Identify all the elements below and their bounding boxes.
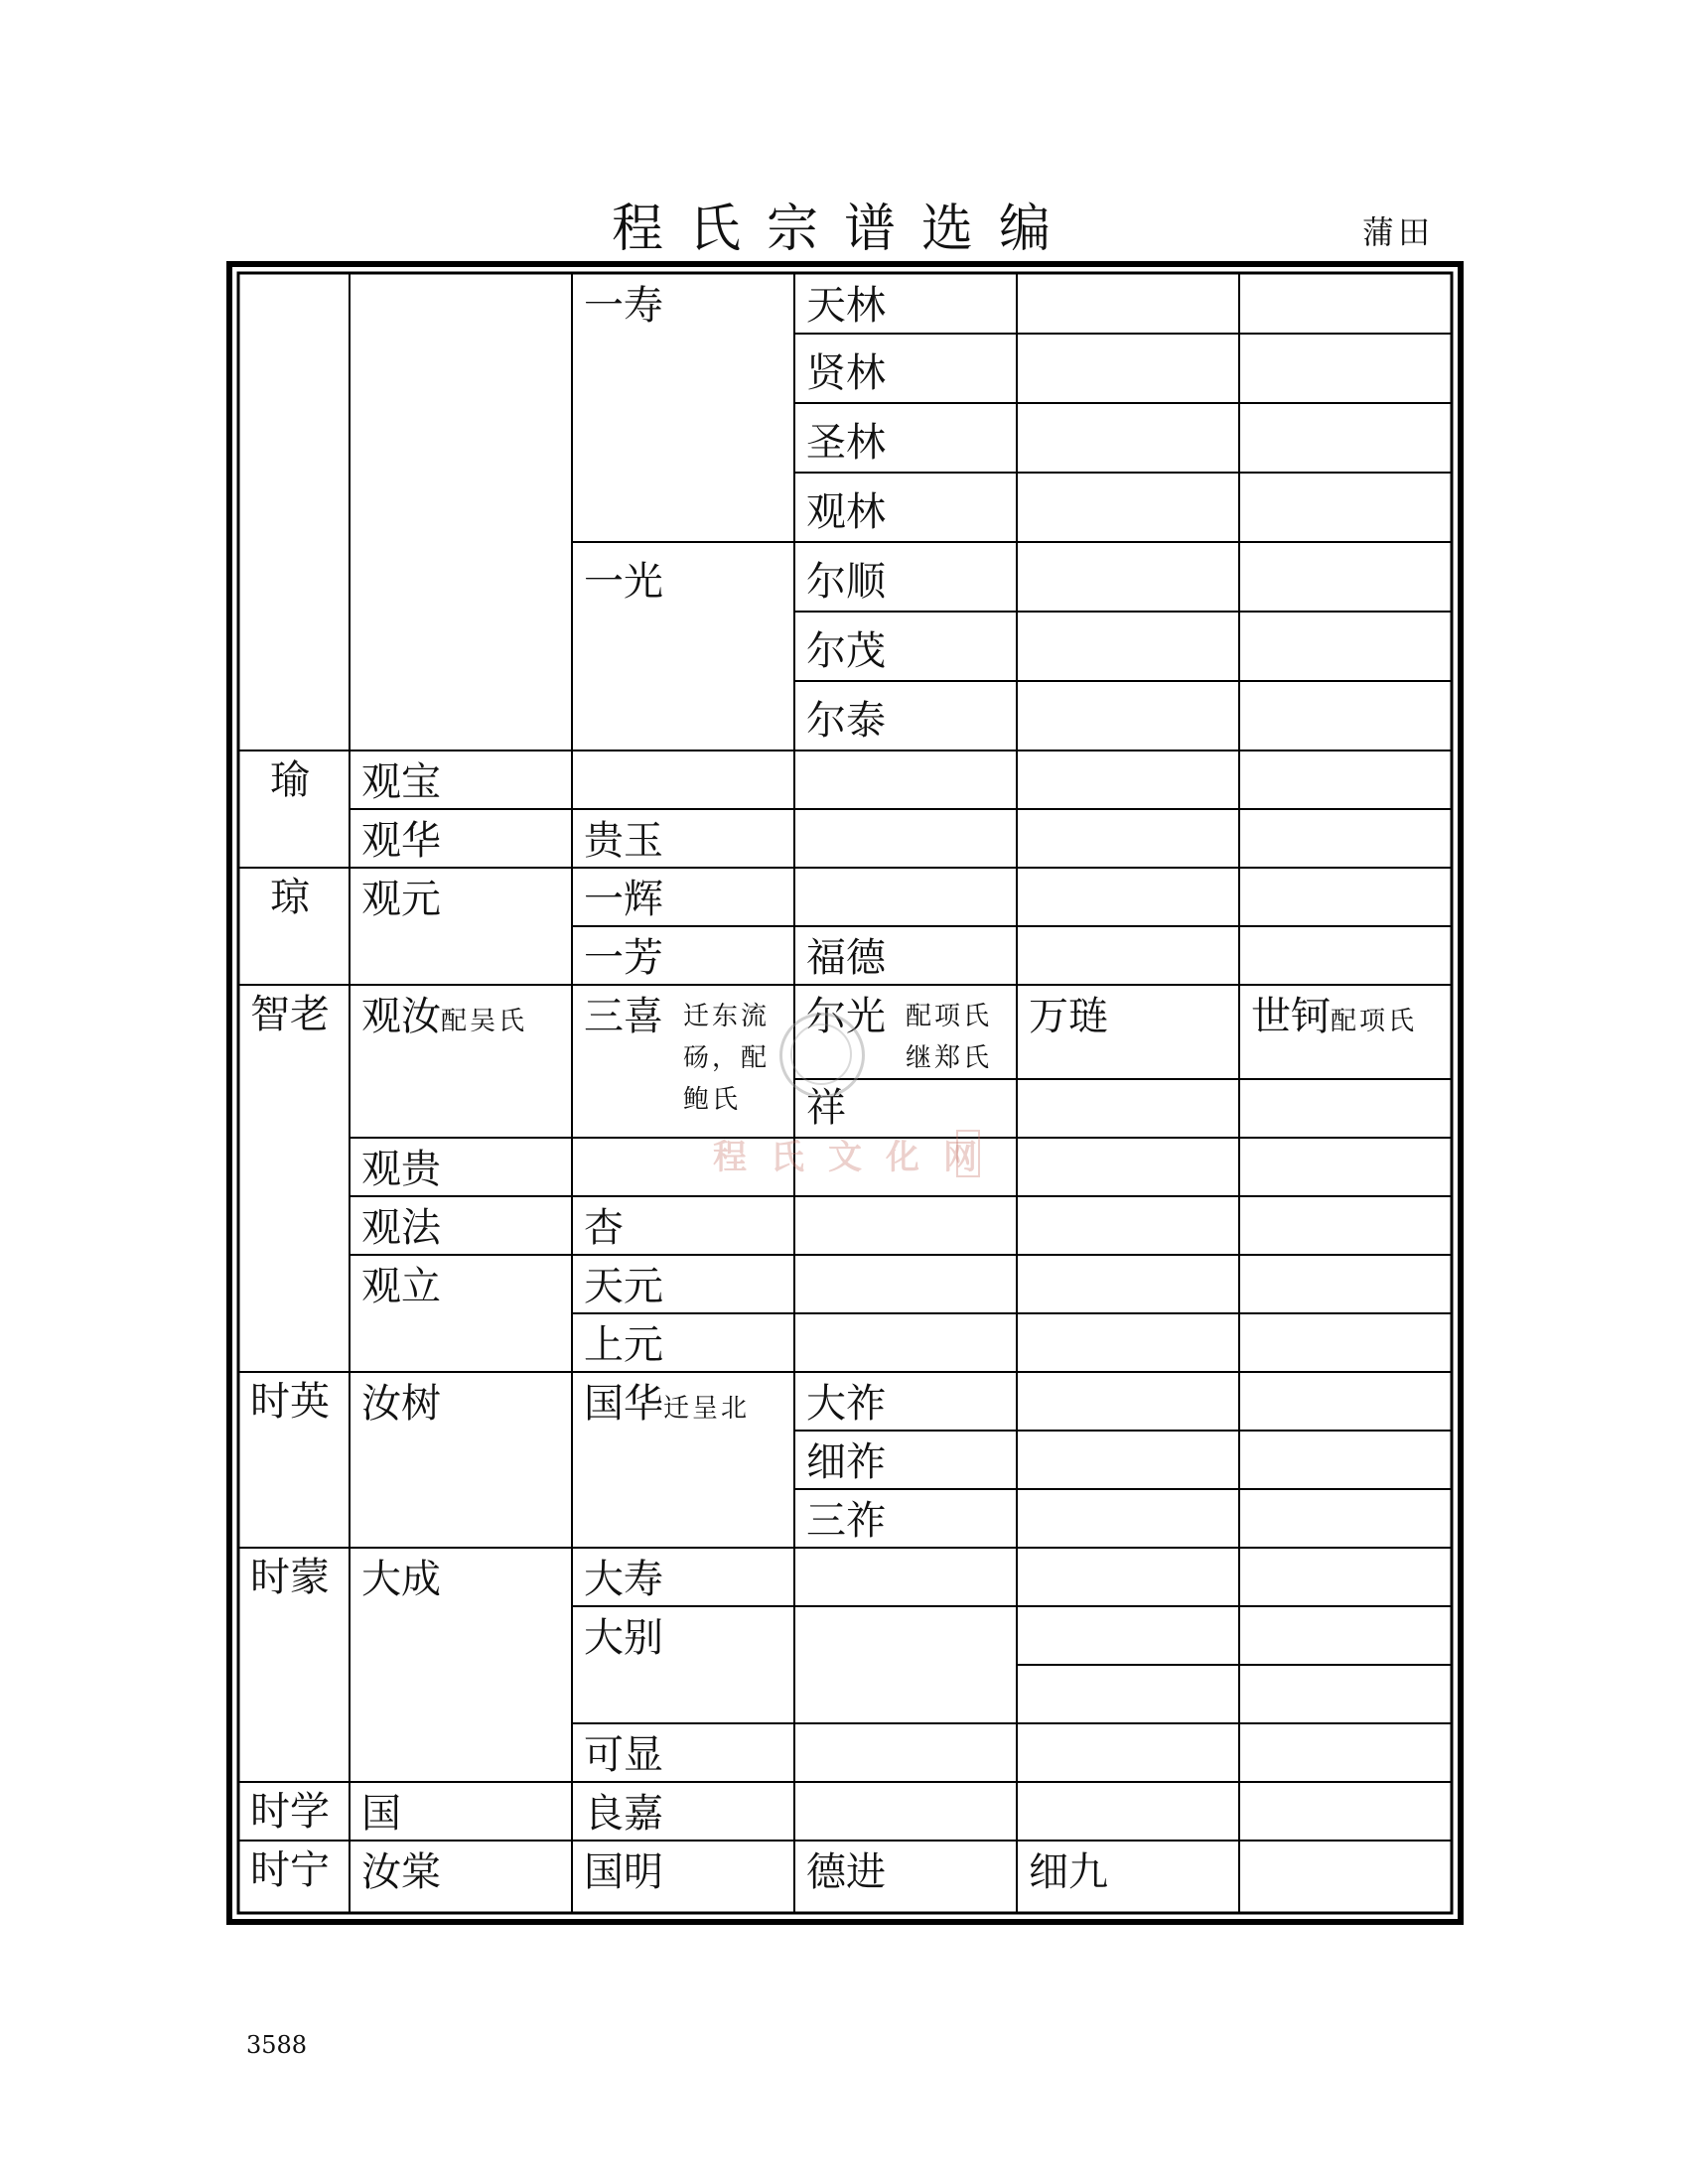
name-cell: 汝棠 bbox=[361, 1849, 441, 1895]
name-cell: 智老 bbox=[250, 992, 330, 1037]
name-cell: 尔泰 bbox=[806, 698, 886, 744]
name-cell: 贤林 bbox=[806, 350, 886, 396]
name-text: 观汝 bbox=[361, 994, 441, 1039]
name-cell: 一寿 bbox=[584, 283, 663, 329]
name-text: 世钶 bbox=[1251, 994, 1331, 1039]
name-cell: 瑜 bbox=[270, 757, 310, 803]
name-cell: 上元 bbox=[584, 1322, 663, 1368]
watermark-seal-icon bbox=[779, 1013, 865, 1098]
name-cell: 观元 bbox=[361, 877, 441, 922]
name-cell: 一芳 bbox=[584, 935, 663, 981]
name-text: 尔光 bbox=[806, 994, 886, 1039]
watermark-stamp-icon bbox=[956, 1130, 980, 1177]
name-cell: 时宁 bbox=[250, 1847, 330, 1893]
name-cell: 杏 bbox=[584, 1205, 624, 1251]
name-cell: 祥 bbox=[806, 1085, 846, 1131]
name-cell: 观宝 bbox=[361, 759, 441, 805]
name-cell: 观华 bbox=[361, 818, 441, 864]
name-cell: 细九 bbox=[1029, 1849, 1108, 1895]
name-cell: 天林 bbox=[806, 283, 886, 329]
name-cell bbox=[361, 991, 527, 1047]
name-cell bbox=[1251, 991, 1417, 1047]
annotation-note: 迁呈北 bbox=[663, 1394, 751, 1424]
name-cell: 观立 bbox=[361, 1264, 441, 1309]
name-cell: 福德 bbox=[806, 935, 886, 981]
name-cell: 一辉 bbox=[584, 877, 663, 922]
name-cell: 观贵 bbox=[361, 1147, 441, 1192]
name-cell: 可显 bbox=[584, 1732, 663, 1778]
name-cell: 汝树 bbox=[361, 1381, 441, 1427]
name-cell: 万琏 bbox=[1029, 994, 1108, 1039]
name-cell: 大别 bbox=[584, 1615, 663, 1661]
name-cell bbox=[584, 991, 663, 1042]
name-cell: 琼 bbox=[270, 875, 310, 920]
name-cell: 大成 bbox=[361, 1557, 441, 1602]
watermark-text: 程氏文化网 bbox=[713, 1138, 1001, 1177]
name-text: 三喜 bbox=[584, 994, 663, 1039]
watermark-seal-inner bbox=[790, 1024, 852, 1085]
name-cell: 良嘉 bbox=[584, 1791, 663, 1837]
name-cell: 一光 bbox=[584, 559, 663, 605]
page-title: 程氏宗谱选编 bbox=[611, 200, 1076, 259]
name-cell: 三祚 bbox=[806, 1498, 886, 1544]
name-cell: 观法 bbox=[361, 1205, 441, 1251]
name-cell: 德进 bbox=[806, 1849, 886, 1895]
annotation-note: 迁东流砀，配鲍氏 bbox=[683, 1002, 771, 1115]
name-cell: 尔顺 bbox=[806, 559, 886, 605]
region-label: 蒲田 bbox=[1362, 213, 1435, 251]
name-cell: 大祚 bbox=[806, 1381, 886, 1427]
name-cell: 尔茂 bbox=[806, 628, 886, 674]
name-cell: 国明 bbox=[584, 1849, 663, 1895]
annotation-note: 配项氏 bbox=[1331, 1007, 1418, 1036]
name-cell: 国 bbox=[361, 1791, 401, 1837]
name-cell: 天元 bbox=[584, 1264, 663, 1309]
annotation-note: 配吴氏 bbox=[441, 1007, 528, 1036]
name-cell: 大寿 bbox=[584, 1557, 663, 1602]
name-cell bbox=[584, 1378, 750, 1434]
page-number: 3588 bbox=[246, 2031, 308, 2059]
name-cell: 观林 bbox=[806, 489, 886, 535]
name-text: 国华 bbox=[584, 1381, 663, 1427]
name-cell: 时英 bbox=[250, 1379, 330, 1425]
name-cell: 时蒙 bbox=[250, 1555, 330, 1600]
name-cell: 圣林 bbox=[806, 420, 886, 466]
name-cell: 贵玉 bbox=[584, 818, 663, 864]
name-cell: 时学 bbox=[250, 1789, 330, 1835]
annotation-note: 配项氏继郑氏 bbox=[906, 1002, 993, 1073]
name-cell: 细祚 bbox=[806, 1439, 886, 1485]
